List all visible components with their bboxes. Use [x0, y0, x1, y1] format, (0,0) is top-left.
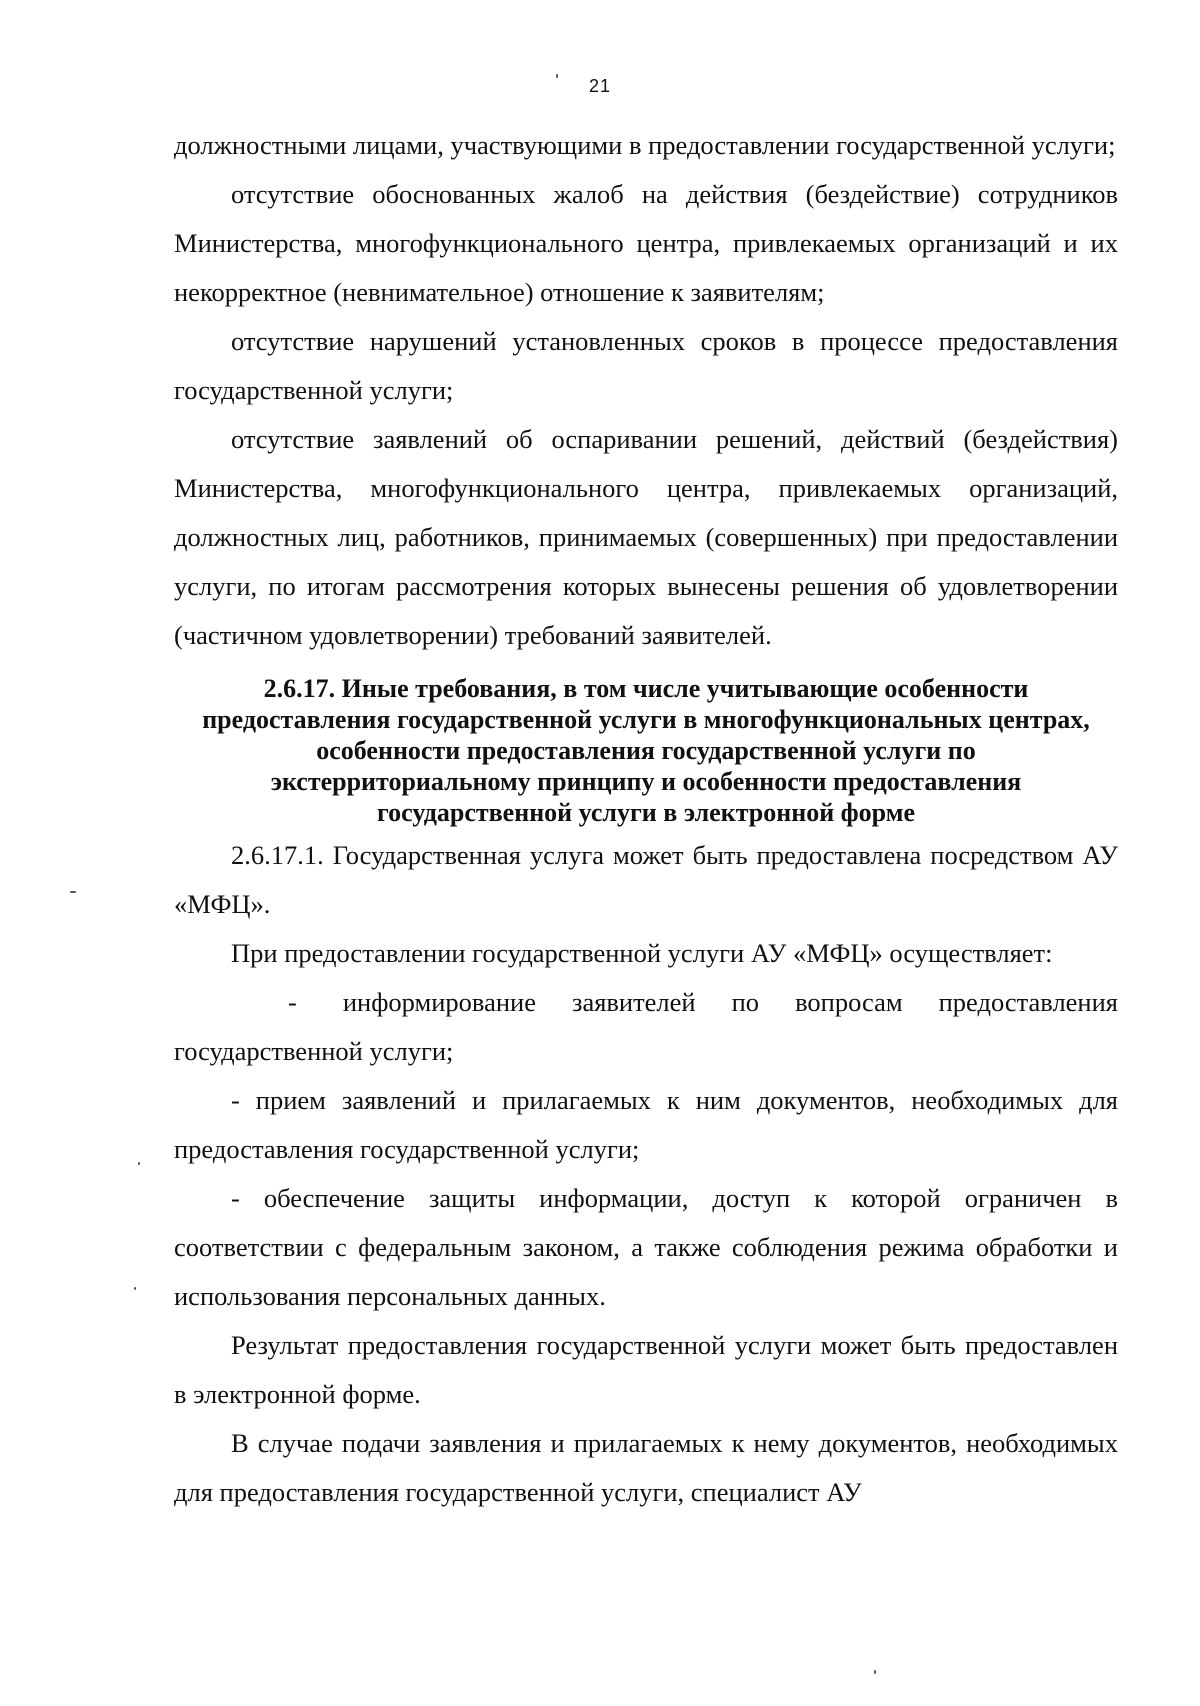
paragraph-no-disputes: отсутствие заявлений об оспаривании решений, действий (бездействия) Министерства, многофункционального центра, привлекаемых организаций, должностных лиц, работников, принимаемых (совершенных) при предоставлении услуги, по итогам рассмотрения которых вынесены решения об удовлетворении (частичном удовлетворении) требований заявителей. — [174, 424, 1118, 650]
paragraph-mfc-performs: При предоставлении государственной услуги АУ «МФЦ» осуществляет: — [231, 938, 1053, 968]
list-item-informing-text: информирование заявителей по вопросам предоставления государственной услуги; — [174, 987, 1118, 1066]
scan-speck — [134, 1287, 136, 1290]
paragraph-electronic-result: Результат предоставления государственной услуги может быть предоставлен в электронной форме. — [174, 1330, 1118, 1409]
list-item-informing — [174, 978, 1118, 1076]
scan-speck — [138, 1162, 140, 1165]
scan-speck — [874, 1670, 876, 1674]
scan-speck — [70, 891, 76, 893]
document-body — [174, 121, 1118, 1517]
paragraph-submission-case: В случае подачи заявления и прилагаемых к нему документов, необходимых для предоставления государственной услуги, специалист АУ — [174, 1428, 1118, 1507]
list-dash: - — [288, 987, 297, 1017]
scan-speck — [556, 74, 558, 78]
paragraph-mfc-provision: 2.6.17.1. Государственная услуга может быть предоставлена посредством АУ «МФЦ». — [174, 840, 1118, 919]
page-number: 21 — [588, 76, 612, 96]
list-item-data-protection: - обеспечение защиты информации, доступ к которой ограничен в соответствии с федеральным законом, а также соблюдения режима обработки и использования персональных данных. — [174, 1183, 1118, 1311]
paragraph-no-complaints: отсутствие обоснованных жалоб на действия (бездействие) сотрудников Министерства, многофункционального центра, привлекаемых организаций и их некорректное (невнимательное) отношение к заявителям; — [174, 179, 1118, 307]
paragraph-no-deadline-violations: отсутствие нарушений установленных сроков в процессе предоставления государственной услуги; — [174, 326, 1118, 405]
list-item-reception: - прием заявлений и прилагаемых к ним документов, необходимых для предоставления государственной услуги; — [174, 1085, 1118, 1164]
section-heading: 2.6.17. Иные требования, в том числе учитывающие особенности предоставления государственной услуги в многофункциональных центрах, особенности предоставления государственной услуги по экстерриториальному принципу и особенности предоставления государственной услуги в электронной форме — [202, 674, 1090, 827]
paragraph-officials: должностными лицами, участвующими в предоставлении государственной услуги; — [174, 130, 1116, 160]
